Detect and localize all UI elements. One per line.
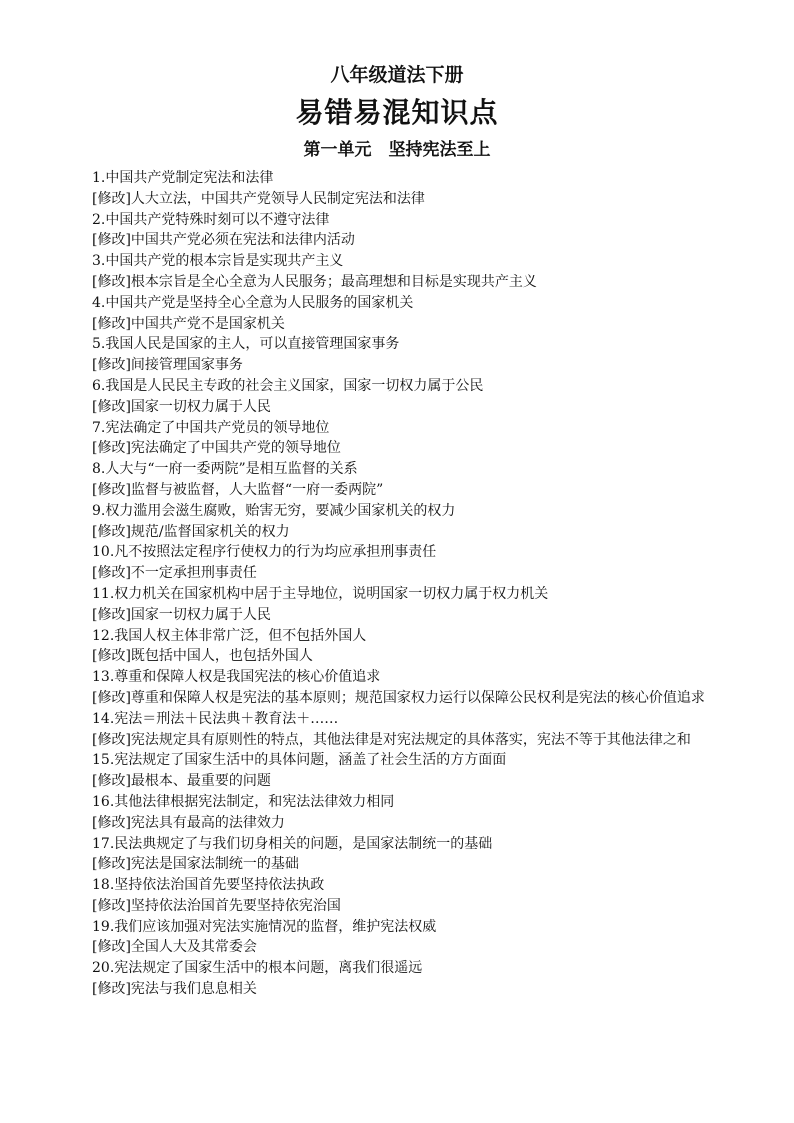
- list-item: [60, 501, 734, 543]
- grade-title: 八年级道法下册: [330, 64, 464, 86]
- correction: [修改]坚持依法治国首先要坚持依宪治国: [92, 897, 341, 914]
- mistake-statement: 19.我们应该加强对宪法实施情况的监督，维护宪法权威: [92, 918, 437, 935]
- mistake-statement: 9.权力滥用会滋生腐败，贻害无穷，要减少国家机关的权力: [92, 502, 456, 519]
- correction: [修改]宪法具有最高的法律效力: [92, 814, 285, 831]
- list-item: [60, 376, 734, 418]
- mistake-statement: 17.民法典规定了与我们切身相关的问题，是国家法制统一的基础: [92, 835, 493, 852]
- list-item: [60, 542, 734, 584]
- list-item: [60, 709, 734, 751]
- mistake-statement: 7.宪法确定了中国共产党员的领导地位: [92, 419, 330, 436]
- list-item: [60, 584, 734, 626]
- mistake-statement: 1.中国共产党制定宪法和法律: [92, 170, 274, 186]
- unit-title: 第一单元 坚持宪法至上: [303, 140, 491, 160]
- mistake-statement: 10.凡不按照法定程序行使权力的行为均应承担刑事责任: [92, 544, 437, 561]
- list-item: [60, 875, 734, 917]
- list-item: [60, 334, 734, 376]
- correction: [修改]全国人大及其常委会: [92, 939, 257, 956]
- correction: [修改]规范/监督国家机关的权力: [92, 523, 290, 540]
- correction: [修改]中国共产党不是国家机关: [92, 315, 285, 332]
- mistake-statement: 18.坚持依法治国首先要坚持依法执政: [92, 877, 325, 894]
- list-item: [60, 667, 734, 709]
- list-item: [60, 418, 734, 460]
- correction: [修改]宪法确定了中国共产党的领导地位: [92, 440, 341, 457]
- list-item: [60, 917, 734, 959]
- mistake-statement: 13.尊重和保障人权是我国宪法的核心价值追求: [92, 669, 381, 686]
- correction: [修改]根本宗旨是全心全意为人民服务；最高理想和目标是实现共产主义: [92, 273, 537, 290]
- correction: [修改]宪法是国家法制统一的基础: [92, 856, 299, 873]
- correction: [修改]国家一切权力属于人民: [92, 398, 271, 415]
- list-item: [60, 750, 734, 792]
- correction: [修改]宪法规定具有原则性的特点，其他法律是对宪法规定的具体落实，宪法不等于其他法律之和: [92, 731, 691, 748]
- correction: [修改]监督与被监督，人大监督“一府一委两院”: [92, 481, 384, 498]
- mistake-statement: 5.我国人民是国家的主人，可以直接管理国家事务: [92, 336, 400, 353]
- correction: [修改]中国共产党必须在宪法和法律内活动: [92, 232, 355, 249]
- list-item: [60, 626, 734, 668]
- list-item: [60, 251, 734, 293]
- list-item: [60, 210, 734, 252]
- mistake-statement: 6.我国是人民民主专政的社会主义国家，国家一切权力属于公民: [92, 377, 484, 394]
- list-item: [60, 459, 734, 501]
- mistake-statement: 8.人大与“一府一委两院”是相互监督的关系: [92, 461, 358, 478]
- correction: [修改]最根本、最重要的问题: [92, 773, 271, 790]
- list-item: [60, 834, 734, 876]
- mistake-statement: 20.宪法规定了国家生活中的根本问题，离我们很遥远: [92, 960, 423, 977]
- correction: [修改]间接管理国家事务: [92, 357, 243, 374]
- list-item: [60, 168, 734, 210]
- mistake-statement: 16.其他法律根据宪法制定，和宪法法律效力相同: [92, 793, 395, 810]
- list-item: [60, 293, 734, 335]
- correction: [修改]不一定承担刑事责任: [92, 565, 257, 582]
- mistake-statement: 12.我国人权主体非常广泛，但不包括外国人: [92, 627, 367, 644]
- mistake-statement: 2.中国共产党特殊时刻可以不遵守法律: [92, 211, 330, 228]
- correction: [修改]既包括中国人，也包括外国人: [92, 648, 313, 665]
- knowledge-list: [60, 168, 734, 1000]
- mistake-statement: 4.中国共产党是坚持全心全意为人民服务的国家机关: [92, 294, 414, 311]
- mistake-statement: 15.宪法规定了国家生活中的具体问题，涵盖了社会生活的方方面面: [92, 752, 507, 769]
- mistake-statement: 11.权力机关在国家机构中居于主导地位，说明国家一切权力属于权力机关: [92, 585, 549, 602]
- correction: [修改]国家一切权力属于人民: [92, 606, 271, 623]
- mistake-statement: 14.宪法＝刑法＋民法典＋教育法＋……: [92, 710, 339, 727]
- list-item: [60, 958, 734, 1000]
- correction: [修改]尊重和保障人权是宪法的基本原则；规范国家权力运行以保障公民权利是宪法的核心价值追求: [92, 689, 705, 706]
- main-title: 易错易混知识点: [295, 96, 499, 129]
- mistake-statement: 3.中国共产党的根本宗旨是实现共产主义: [92, 253, 344, 270]
- correction: [修改]宪法与我们息息相关: [92, 981, 257, 998]
- list-item: [60, 792, 734, 834]
- correction: [修改]人大立法，中国共产党领导人民制定宪法和法律: [92, 190, 425, 207]
